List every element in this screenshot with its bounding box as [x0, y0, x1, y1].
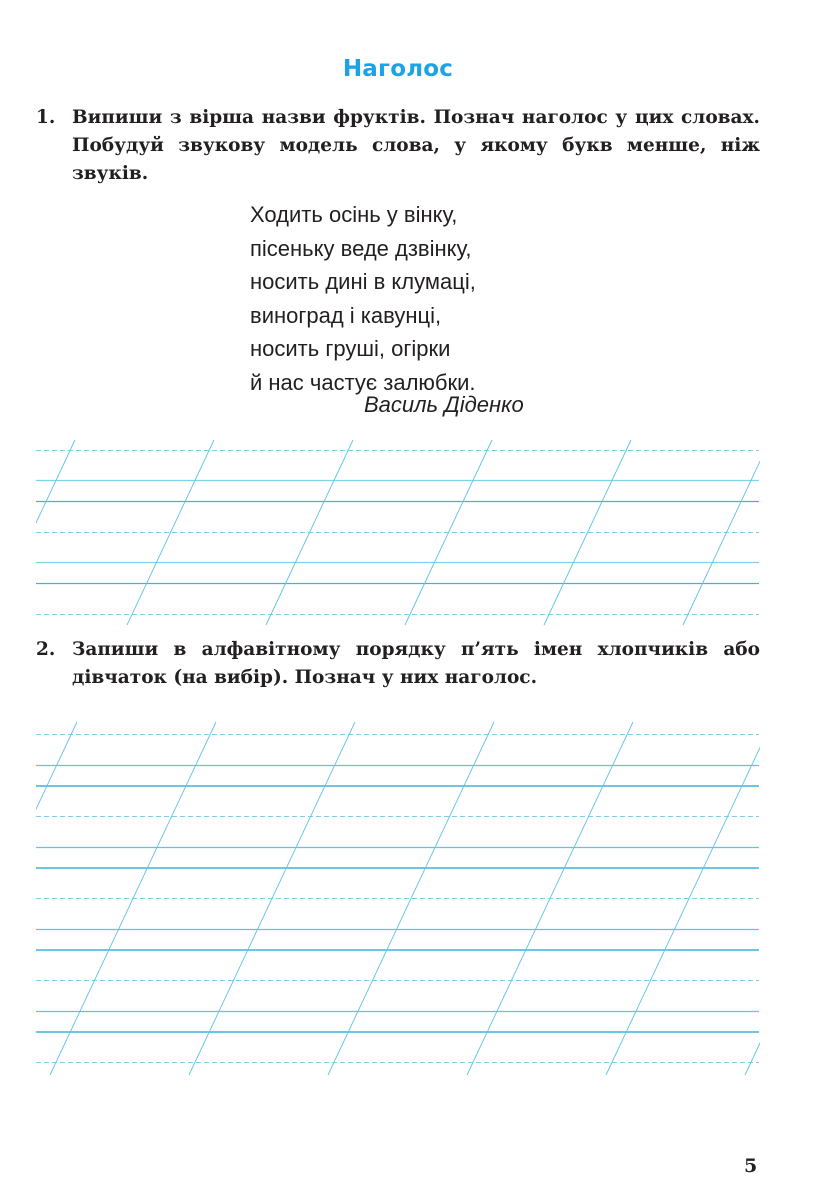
task-number: 2.: [36, 639, 56, 660]
poem-line: виноград і кавунці,: [250, 302, 442, 328]
poem-line: носить дині в клумаці,: [250, 269, 476, 294]
task-instruction: Випиши з вірша назви фруктів. Познач наголос у цих словах. Побудуй звукову модель слова, у якому букв менше, ніж звуків.: [72, 107, 760, 184]
poem-author: Василь Діденко: [364, 392, 524, 417]
poem-line: Ходить осінь у вінку,: [250, 202, 458, 227]
ruling-lines: [36, 735, 759, 1063]
poem-line: носить груші, огірки: [250, 336, 451, 361]
poem-line: пісеньку веде дзвінку,: [250, 235, 472, 261]
poem-line: й нас частує залюбки.: [250, 369, 476, 395]
task-number: 1.: [36, 107, 56, 128]
task-instruction: Запиши в алфавітному порядку п’ять імен хлопчиків або дівчаток (на вибір). Познач у них наголос.: [72, 639, 760, 688]
page-title: Наголос: [342, 56, 454, 82]
page-number: 5: [744, 1155, 758, 1177]
